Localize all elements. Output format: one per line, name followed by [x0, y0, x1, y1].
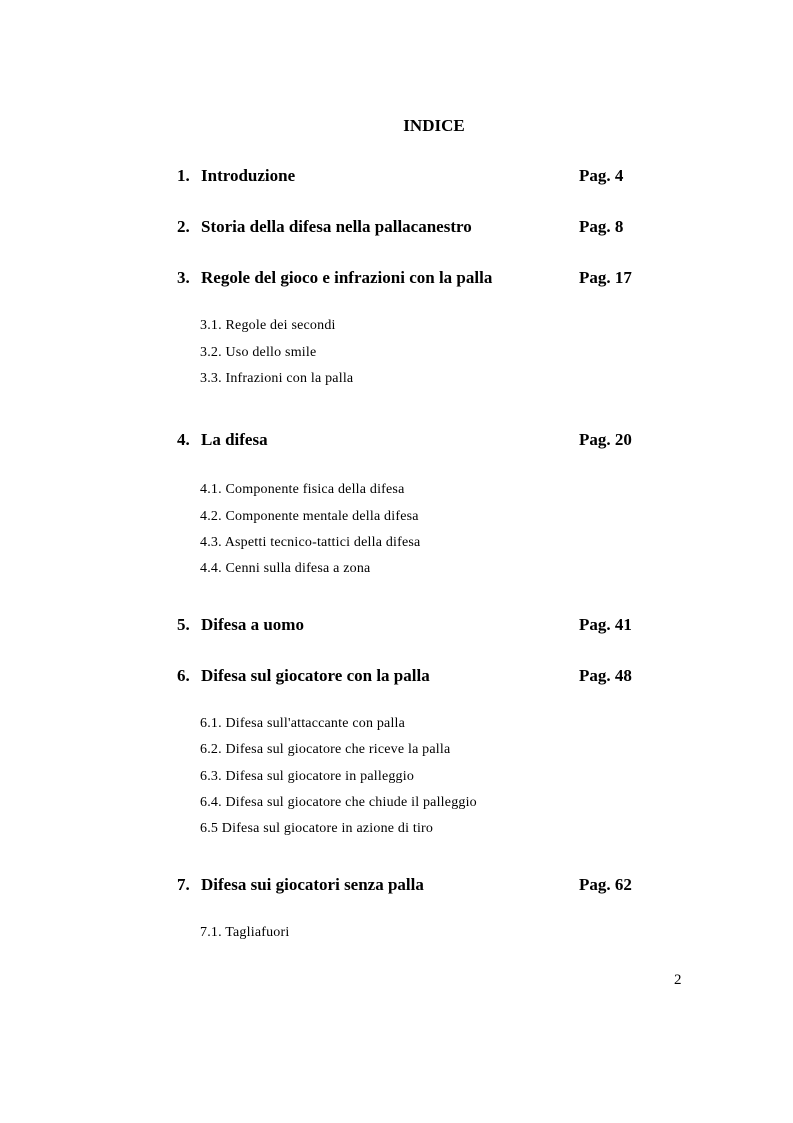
- toc-subsection: 6.4. Difesa sul giocatore che chiude il palleggio: [200, 795, 477, 810]
- toc-subsection: 4.4. Cenni sulla difesa a zona: [200, 561, 371, 576]
- chapter-number: 3.: [177, 268, 190, 287]
- toc-subsection: 4.1. Componente fisica della difesa: [200, 482, 405, 497]
- toc-subsection: 3.2. Uso dello smile: [200, 345, 317, 360]
- chapter-title: Introduzione: [201, 166, 296, 185]
- chapter-page: Pag. 4: [579, 166, 624, 185]
- chapter-number: 1.: [177, 166, 190, 185]
- chapter-page: Pag. 41: [579, 615, 632, 634]
- toc-subsection: 4.3. Aspetti tecnico-tattici della difesa: [200, 535, 421, 550]
- toc-chapter: [177, 875, 657, 899]
- chapter-number: 7.: [177, 875, 190, 894]
- chapter-page: Pag. 48: [579, 666, 632, 685]
- toc-subsection: 6.5 Difesa sul giocatore in azione di tiro: [200, 821, 434, 836]
- chapter-page: Pag. 17: [579, 268, 632, 287]
- chapter-number: 6.: [177, 666, 190, 685]
- chapter-title: Difesa a uomo: [201, 615, 304, 634]
- index-title: INDICE: [403, 116, 465, 135]
- toc-chapter: [177, 666, 657, 690]
- toc-chapter: [177, 615, 657, 639]
- chapter-number: 5.: [177, 615, 190, 634]
- toc-subsection: 6.3. Difesa sul giocatore in palleggio: [200, 769, 415, 784]
- toc-subsection: 3.3. Infrazioni con la palla: [200, 371, 354, 386]
- toc-chapter: [177, 166, 657, 190]
- toc-subsection: 3.1. Regole dei secondi: [200, 318, 336, 333]
- chapter-title: Storia della difesa nella pallacanestro: [201, 217, 472, 236]
- chapter-number: 4.: [177, 430, 190, 449]
- chapter-title: Difesa sul giocatore con la palla: [201, 666, 430, 685]
- chapter-page: Pag. 8: [579, 217, 624, 236]
- page-number: 2: [674, 972, 682, 988]
- toc-subsection: 6.2. Difesa sul giocatore che riceve la palla: [200, 742, 451, 757]
- chapter-number: 2.: [177, 217, 190, 236]
- toc-chapter: [177, 217, 657, 241]
- chapter-title: Difesa sui giocatori senza palla: [201, 875, 424, 894]
- chapter-title: La difesa: [201, 430, 268, 449]
- toc-chapter: [177, 268, 657, 292]
- toc-chapter: [177, 430, 657, 454]
- chapter-title: Regole del gioco e infrazioni con la palla: [201, 268, 493, 287]
- toc-subsection: 6.1. Difesa sull'attaccante con palla: [200, 716, 406, 731]
- toc-subsection: 7.1. Tagliafuori: [200, 925, 290, 940]
- chapter-page: Pag. 62: [579, 875, 632, 894]
- toc-subsection: 4.2. Componente mentale della difesa: [200, 509, 419, 524]
- chapter-page: Pag. 20: [579, 430, 632, 449]
